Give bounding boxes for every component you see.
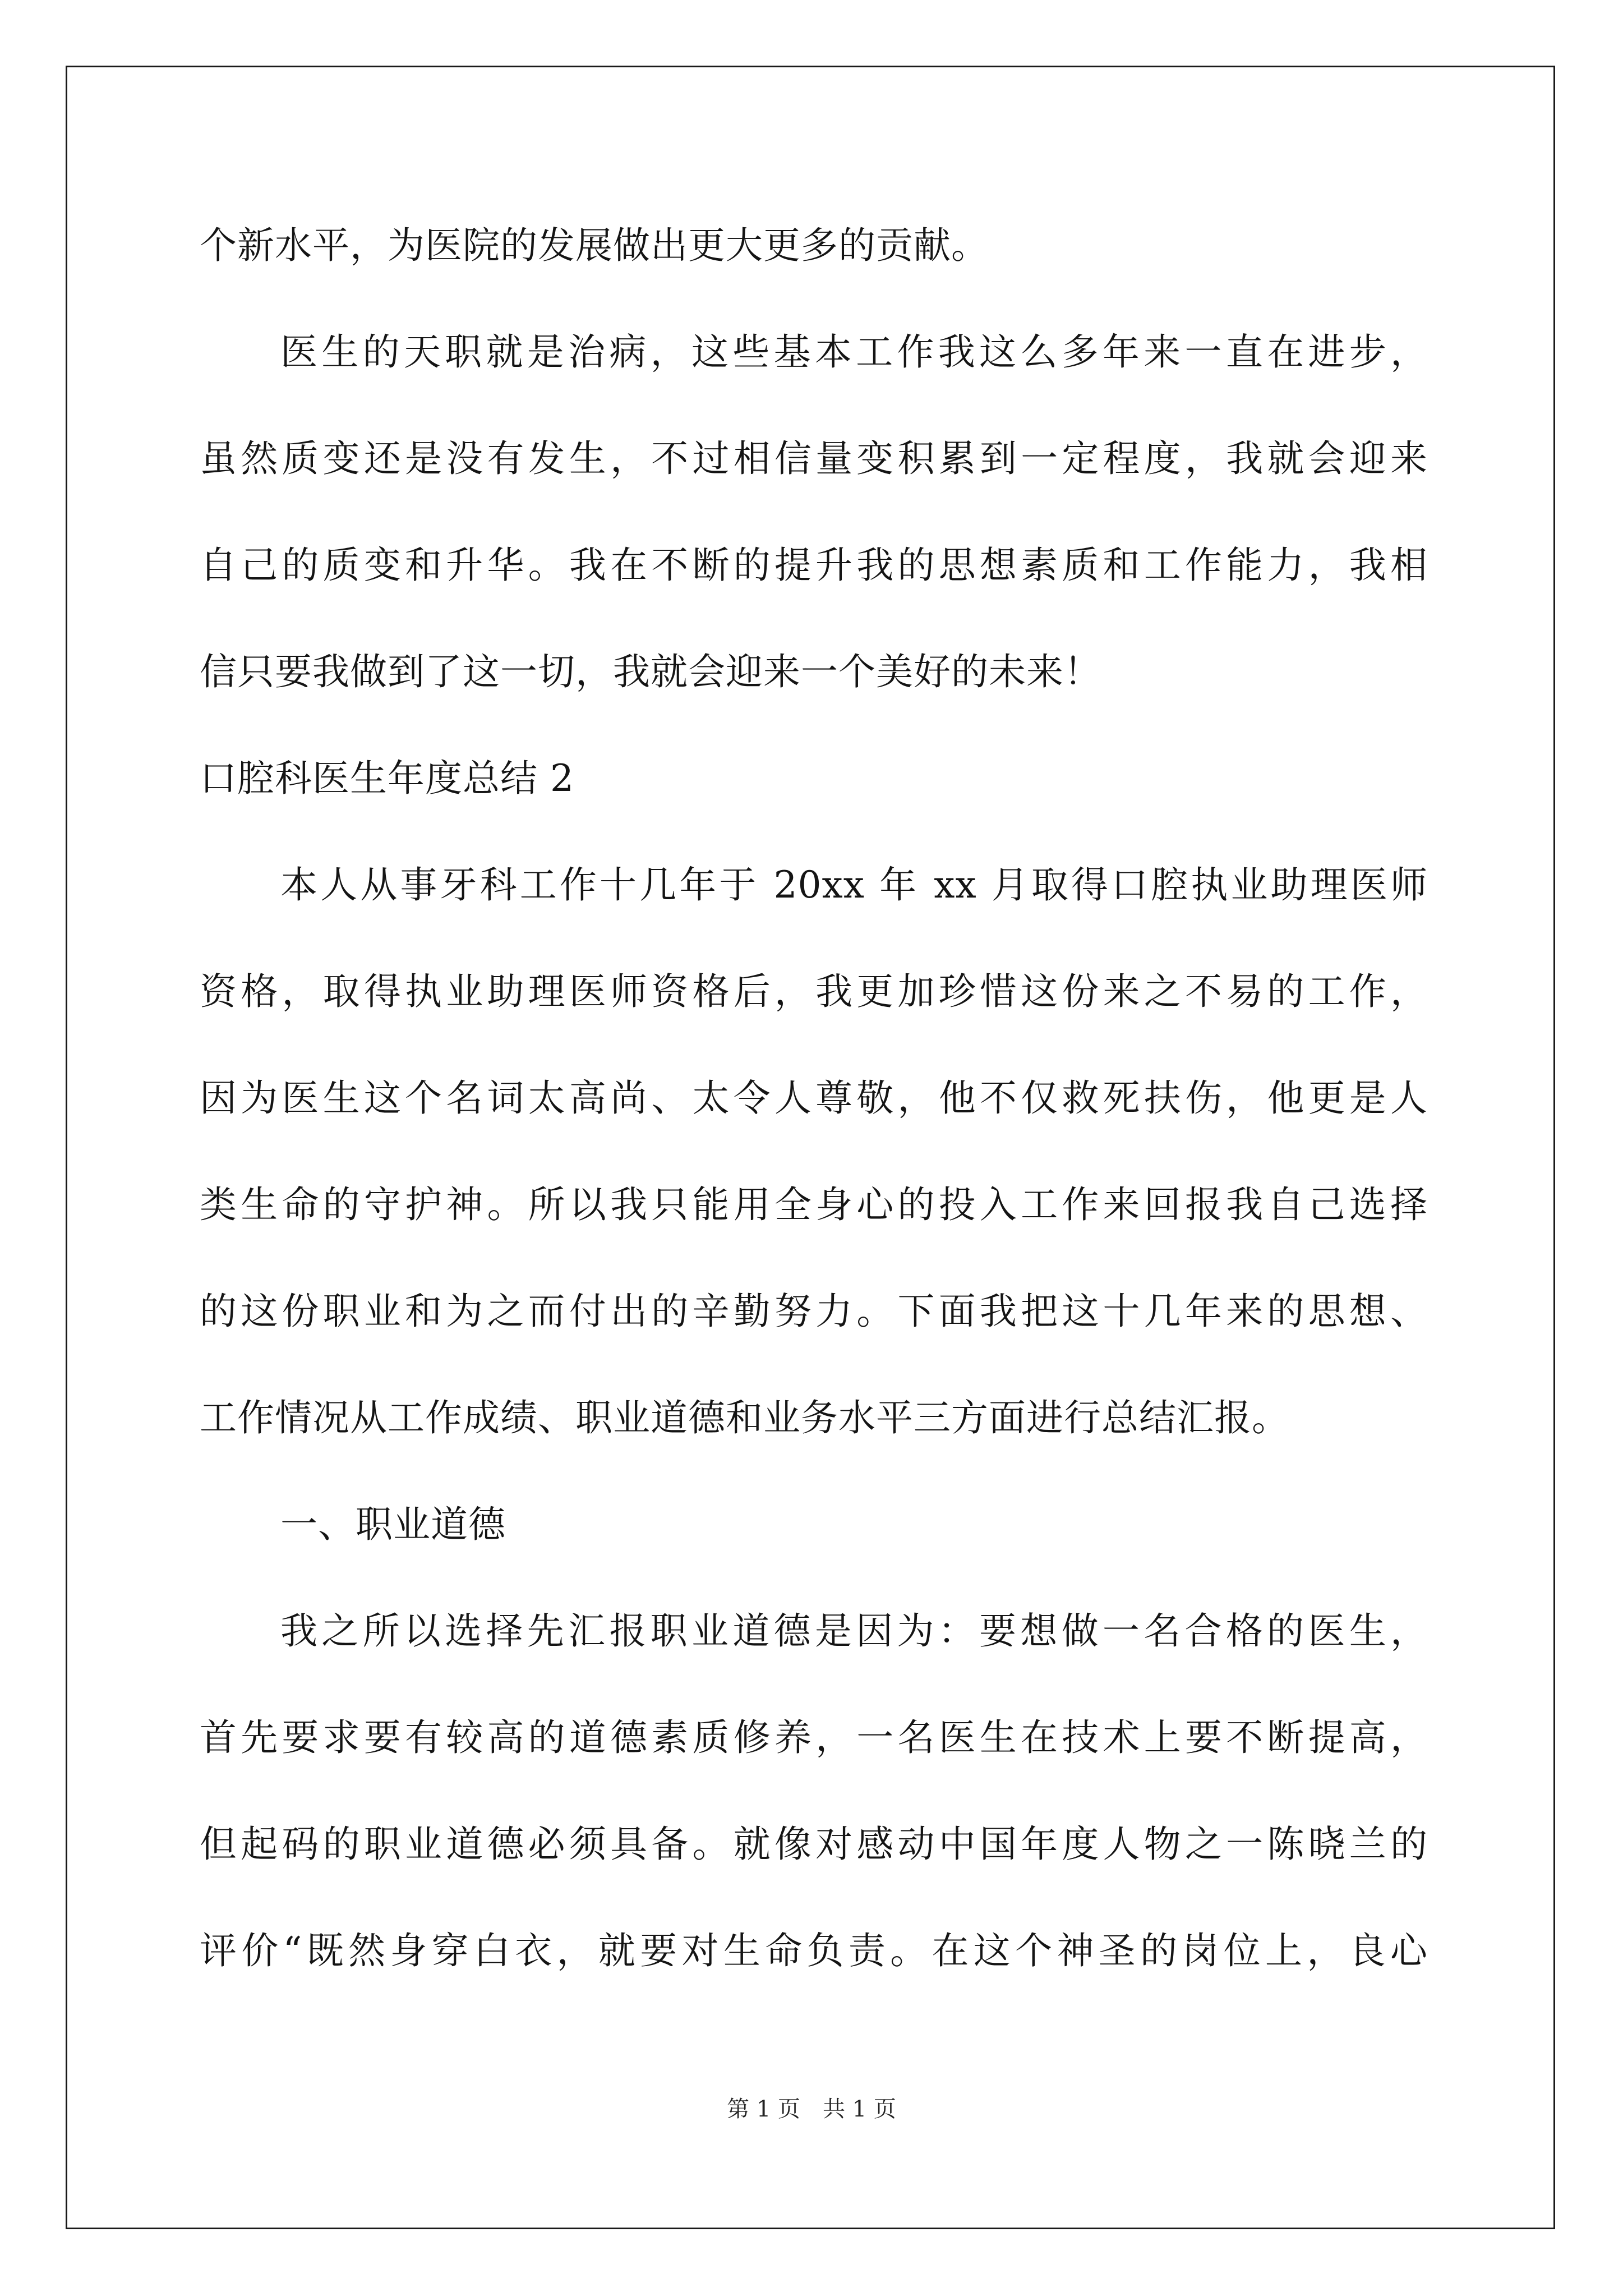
text-line: 个新水平，为医院的发展做出更大更多的贡献。 (200, 224, 989, 267)
text-line: 但起码的职业道德必须具备。就像对感动中国年度人物之一陈晓兰的 (200, 1823, 1428, 1866)
text-line: 首先要求要有较高的道德素质修养，一名医生在技术上要不断提高， (200, 1716, 1428, 1759)
text-line: 评价“既然身穿白衣，就要对生命负责。在这个神圣的岗位上，良心 (200, 1929, 1428, 1972)
page-footer: 第 1 页 共 1 页 (727, 2096, 896, 2122)
text-line: 因为医生这个名词太高尚、太令人尊敬，他不仅救死扶伤，他更是人 (200, 1076, 1428, 1120)
text-line: 资格，取得执业助理医师资格后，我更加珍惜这份来之不易的工作， (200, 970, 1428, 1013)
text-line: 自己的质变和升华。我在不断的提升我的思想素质和工作能力，我相 (200, 544, 1428, 587)
text-line: 医生的天职就是治病，这些基本工作我这么多年来一直在进步， (280, 330, 1428, 374)
subsection-heading: 一、职业道德 (280, 1503, 506, 1546)
text-line: 类生命的守护神。所以我只能用全身心的投入工作来回报我自己选择 (200, 1183, 1428, 1226)
text-line: 的这份职业和为之而付出的辛勤努力。下面我把这十几年来的思想、 (200, 1290, 1428, 1333)
text-line: 本人从事牙科工作十几年于 20xx 年 xx 月取得口腔执业助理医师 (280, 863, 1428, 907)
text-line: 虽然质变还是没有发生，不过相信量变积累到一定程度，我就会迎来 (200, 437, 1428, 480)
text-line: 信只要我做到了这一切，我就会迎来一个美好的未来！ (200, 650, 1101, 693)
text-line: 我之所以选择先汇报职业道德是因为：要想做一名合格的医生， (280, 1609, 1428, 1653)
section-heading: 口腔科医生年度总结 2 (200, 757, 574, 800)
text-line: 工作情况从工作成绩、职业道德和业务水平三方面进行总结汇报。 (200, 1396, 1289, 1439)
page-border (66, 66, 1555, 2229)
